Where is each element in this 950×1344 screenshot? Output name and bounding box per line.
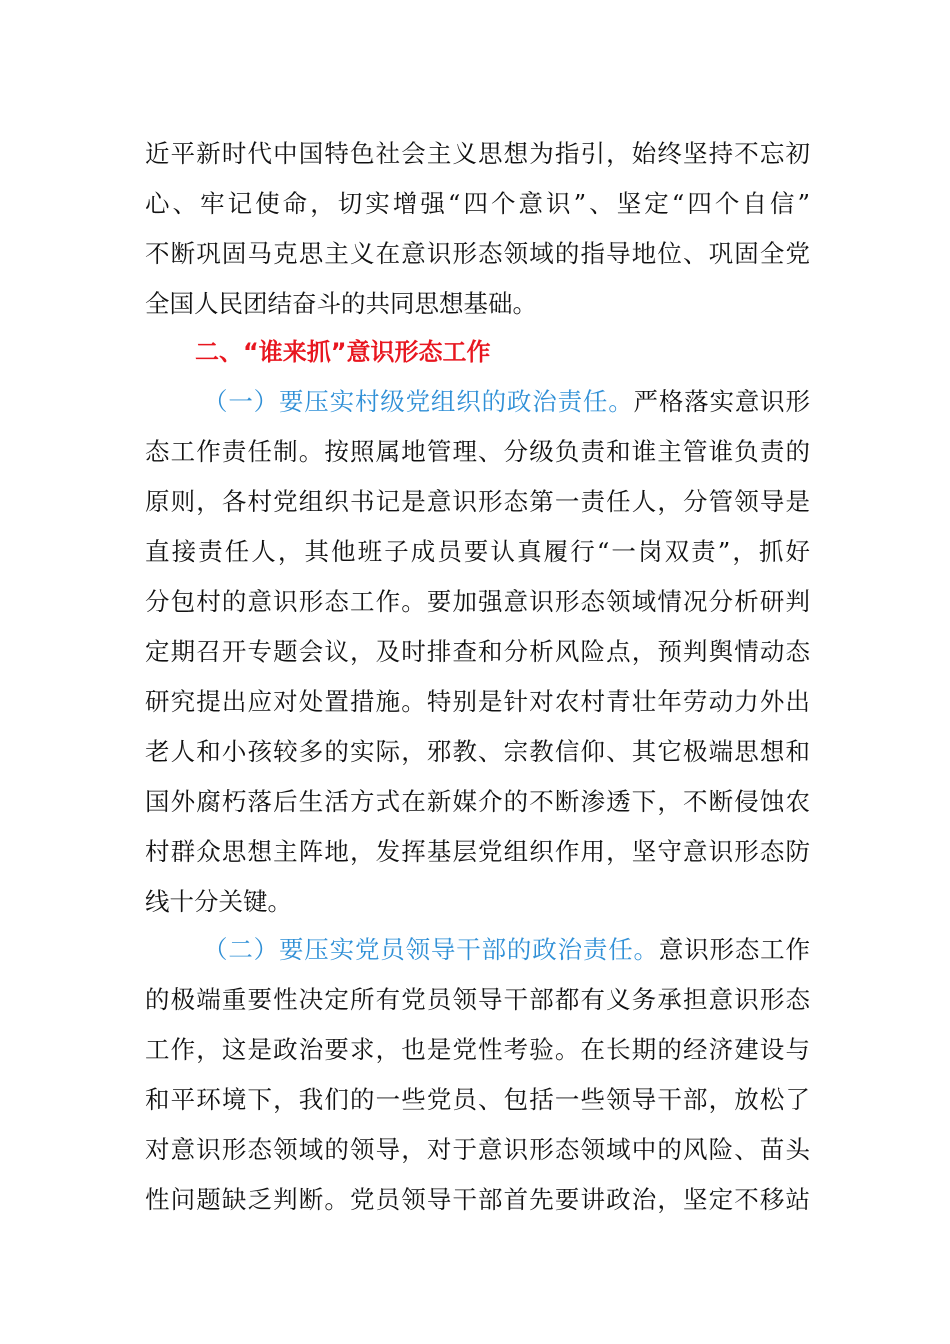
text-line: 原则，各村党组织书记是意识形态第一责任人，分管领导是 (145, 487, 810, 516)
text-line: 和平环境下，我们的一些党员、包括一些领导干部，放松了 (145, 1085, 810, 1114)
paragraph-subtitle: （二）要压实党员领导干部的政治责任。 (203, 935, 659, 964)
paragraph-2 (145, 925, 810, 1225)
paragraph-first-line (145, 377, 810, 427)
text-line: 不断巩固马克思主义在意识形态领域的指导地位、巩固全党 (145, 239, 810, 268)
text-line: 村群众思想主阵地，发挥基层党组织作用，坚守意识形态防 (145, 837, 810, 866)
text-line: 态工作责任制。按照属地管理、分级负责和谁主管谁负责的 (145, 437, 810, 466)
text-line: 定期召开专题会议，及时排查和分析风险点，预判舆情动态 (145, 637, 810, 666)
paragraph-first-line-text: 严格落实意识形 (633, 387, 811, 416)
paragraph-first-line (145, 925, 810, 975)
paragraph-1 (145, 377, 810, 927)
text-line: 分包村的意识形态工作。要加强意识形态领域情况分析研判 (145, 587, 810, 616)
text-line: 工作，这是政治要求，也是党性考验。在长期的经济建设与 (145, 1035, 810, 1064)
text-line: 全国人民团结奋斗的共同思想基础。 (145, 289, 537, 318)
text-line: 线十分关键。 (145, 887, 292, 916)
paragraph-first-line-text: 意识形态工作 (658, 935, 811, 964)
text-line: 直接责任人，其他班子成员要认真履行“一岗双责”，抓好 (145, 537, 810, 566)
text-line: 性问题缺乏判断。党员领导干部首先要讲政治，坚定不移站 (145, 1185, 810, 1214)
text-line: 对意识形态领域的领导，对于意识形态领域中的风险、苗头 (145, 1135, 810, 1164)
intro-paragraph (145, 129, 810, 329)
text-line: 的极端重要性决定所有党员领导干部都有义务承担意识形态 (145, 985, 810, 1014)
text-line: 研究提出应对处置措施。特别是针对农村青壮年劳动力外出 (145, 687, 810, 716)
paragraph-subtitle: （一）要压实村级党组织的政治责任。 (203, 387, 634, 416)
section-heading: 二、“谁来抓”意识形态工作 (195, 338, 491, 366)
text-line: 老人和小孩较多的实际，邪教、宗教信仰、其它极端思想和 (145, 737, 810, 766)
text-line: 心、牢记使命，切实增强“四个意识”、坚定“四个自信” (145, 189, 810, 218)
text-line: 国外腐朽落后生活方式在新媒介的不断渗透下，不断侵蚀农 (145, 787, 810, 816)
text-line: 近平新时代中国特色社会主义思想为指引，始终坚持不忘初 (145, 139, 810, 168)
